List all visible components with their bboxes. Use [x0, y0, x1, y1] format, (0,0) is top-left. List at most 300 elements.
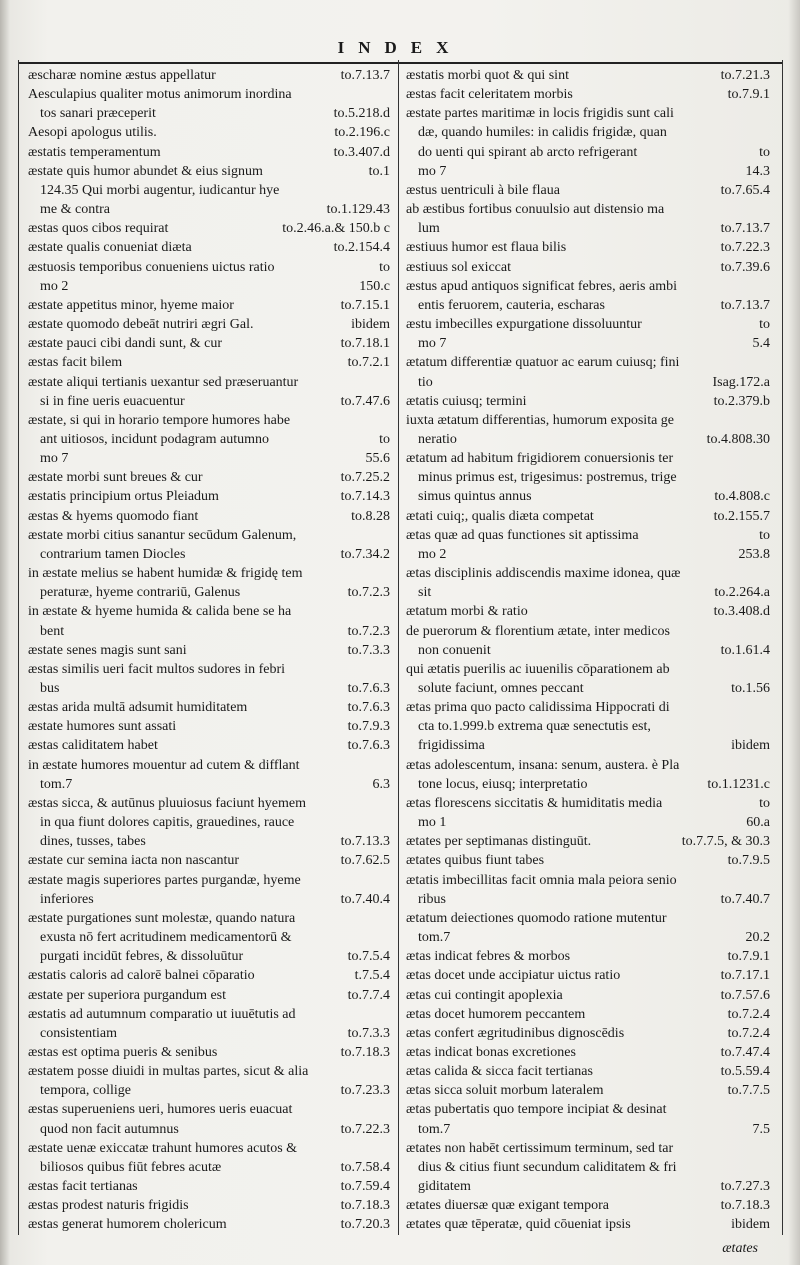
entry-reference: to.7.20.3 — [340, 1217, 390, 1233]
entry-text: æstas similis ueri facit multos sudores in febri — [28, 661, 286, 677]
index-entry — [406, 1024, 770, 1043]
entry-text: tom.7 — [418, 930, 451, 946]
entry-reference: Isag.172.a — [712, 374, 770, 390]
index-entry — [406, 1062, 770, 1081]
index-entry — [28, 1196, 390, 1215]
index-entry — [406, 104, 770, 123]
entry-text: mo 7 — [418, 163, 447, 179]
index-entry — [406, 219, 770, 238]
index-entry — [28, 736, 390, 755]
index-entry — [406, 507, 770, 526]
entry-reference: to.4.808.c — [714, 489, 770, 505]
index-entry — [28, 296, 390, 315]
entry-reference: to.7.2.1 — [347, 355, 390, 371]
index-entry — [28, 1100, 390, 1119]
index-entry — [406, 85, 770, 104]
entry-text: dæ, quando humiles: in calidis frigidæ, quan — [418, 125, 667, 141]
index-entry — [28, 334, 390, 353]
entry-reference: to.7.2.3 — [347, 585, 390, 601]
entry-text: æstatem posse diuidi in multas partes, sicut & alia — [28, 1064, 309, 1080]
index-entry — [28, 200, 390, 219]
entry-text: æstate, si qui in horario tempore humores habe — [28, 412, 291, 428]
entry-text: bus — [40, 681, 60, 696]
index-entry — [28, 583, 390, 602]
index-entry — [28, 1120, 390, 1139]
index-entry — [28, 1062, 390, 1081]
index-entry — [406, 123, 770, 142]
entry-reference: to.1.1231.c — [707, 776, 770, 792]
entry-reference: 5.4 — [752, 336, 770, 352]
entry-reference: to — [759, 795, 770, 811]
entry-reference: to.4.808.30 — [706, 431, 770, 447]
entry-text: æstatis morbi quot & qui sint — [406, 68, 569, 83]
index-entry — [406, 1005, 770, 1024]
index-entry — [28, 1215, 390, 1234]
entry-reference: to.7.13.3 — [340, 834, 390, 850]
entry-text: cta to.1.999.b extrema quæ senectutis est, — [418, 719, 651, 735]
entry-text: dius & citius fiunt secundum caliditatem & fri — [418, 1159, 677, 1175]
index-entry — [406, 468, 770, 487]
entry-text: ætas florescens siccitatis & humiditatis media — [406, 795, 663, 811]
entry-reference: to.7.65.4 — [720, 182, 770, 198]
entry-text: dines, tusses, tabes — [40, 834, 146, 850]
entry-text: in æstate & hyeme humida & calida bene se ha — [28, 604, 292, 620]
entry-reference: to.7.3.3 — [347, 642, 390, 658]
entry-text: ætates diuersæ quæ exigant tempora — [406, 1198, 609, 1214]
entry-reference: to.7.47.4 — [720, 1044, 770, 1060]
entry-text: æstate morbi citius sanantur secūdum Galenum, — [28, 527, 297, 543]
index-entry — [28, 315, 390, 334]
entry-reference: to.1 — [368, 163, 390, 179]
entry-reference: to.5.59.4 — [720, 1064, 770, 1080]
index-entry — [28, 238, 390, 257]
entry-text: minus primus est, trigesimus: postremus, trige — [418, 470, 677, 486]
index-entry — [28, 1177, 390, 1196]
entry-text: ætas docet humorem peccantem — [406, 1006, 586, 1022]
index-entry — [406, 66, 770, 85]
entry-text: ætas confert ægritudinibus dignoscēdis — [406, 1025, 625, 1041]
entry-text: æstas sicca, & autūnus pluuiosus faciunt hyemem — [28, 795, 307, 811]
index-entry — [28, 928, 390, 947]
index-entry — [406, 890, 770, 909]
entry-text: biliosos quibus fiūt febres acutæ — [40, 1159, 222, 1175]
entry-reference: 60.a — [746, 815, 770, 831]
entry-text: æstas quos cibos requirat — [28, 221, 169, 237]
entry-reference: to.7.22.3 — [340, 1121, 390, 1137]
index-entry — [406, 1100, 770, 1119]
index-entry — [28, 85, 390, 104]
entry-reference: t.7.5.4 — [354, 968, 390, 984]
column-rule-middle — [398, 60, 399, 1235]
entry-reference: to.7.15.1 — [340, 297, 390, 313]
entry-reference: 6.3 — [372, 776, 390, 792]
index-entry — [406, 775, 770, 794]
entry-text: Aesculapius qualiter motus animorum inordina — [28, 87, 292, 103]
index-entry — [406, 641, 770, 660]
index-entry — [406, 162, 770, 181]
entry-text: æstate aliqui tertianis uexantur sed præseruantur — [28, 374, 299, 390]
entry-reference: to.1.61.4 — [720, 642, 770, 658]
entry-text: æstas facit tertianas — [28, 1179, 138, 1195]
entry-text: æstatis caloris ad calorē balnei cōparatio — [28, 968, 255, 984]
entry-reference: to.3.407.d — [333, 144, 390, 160]
entry-reference: to — [379, 431, 390, 447]
entry-reference: to.7.40.4 — [340, 891, 390, 907]
entry-reference: 14.3 — [745, 163, 770, 179]
index-entry — [28, 104, 390, 123]
entry-reference: ibidem — [731, 1217, 770, 1233]
entry-text: bent — [40, 623, 65, 639]
entry-text: æstate per superiora purgandum est — [28, 987, 227, 1003]
entry-text: simus quintus annus — [418, 489, 532, 505]
index-entry — [406, 1081, 770, 1100]
index-entry — [406, 315, 770, 334]
column-rule-left — [18, 60, 19, 1235]
entry-reference: to.7.22.3 — [720, 240, 770, 256]
entry-text: æstatis ad autumnum comparatio ut iuuētutis ad — [28, 1006, 296, 1022]
entry-text: si in fine ueris euacuentur — [40, 393, 185, 409]
entry-text: tio — [418, 374, 433, 390]
entry-reference: 7.5 — [752, 1121, 770, 1137]
entry-text: qui ætatis puerilis ac iuuenilis cōparationem ab — [406, 661, 670, 677]
entry-text: entis feruorem, cauteria, escharas — [418, 297, 605, 313]
index-entry — [406, 449, 770, 468]
entry-reference: to.7.17.1 — [720, 968, 770, 984]
entry-reference: to.5.218.d — [333, 106, 390, 122]
entry-reference: to.7.13.7 — [720, 297, 770, 313]
entry-text: mo 1 — [418, 815, 447, 831]
index-entry — [406, 583, 770, 602]
index-entry — [28, 181, 390, 200]
index-entry — [28, 1139, 390, 1158]
entry-reference: 150.c — [359, 278, 390, 294]
index-entry — [406, 430, 770, 449]
entry-text: in æstate humores mouentur ad cutem & difflant — [28, 757, 300, 773]
entry-text: ætatis cuiusq; termini — [406, 393, 527, 409]
index-entry — [406, 334, 770, 353]
entry-reference: to.7.23.3 — [340, 1083, 390, 1099]
header-rule — [18, 62, 782, 64]
entry-text: purgati incidūt febres, & dissoluūtur — [40, 949, 244, 965]
entry-reference: to.7.18.3 — [720, 1198, 770, 1214]
index-entry — [28, 966, 390, 985]
index-entry — [28, 430, 390, 449]
page-header: INDEX — [337, 38, 463, 57]
index-entry — [28, 219, 390, 238]
index-entry — [406, 947, 770, 966]
entry-text: lum — [418, 221, 440, 237]
entry-text: peraturæ, hyeme contrariū, Galenus — [40, 585, 241, 601]
index-entry — [406, 1215, 770, 1234]
index-entry — [406, 392, 770, 411]
entry-text: æstate humores sunt assati — [28, 719, 177, 735]
entry-reference: to.7.6.3 — [347, 681, 390, 696]
entry-reference: to — [759, 527, 770, 543]
entry-text: solute faciunt, omnes peccant — [418, 681, 584, 696]
entry-reference: to.2.155.7 — [713, 508, 770, 524]
index-entry — [406, 871, 770, 890]
entry-text: ætas indicat bonas excretiones — [406, 1044, 576, 1060]
entry-reference: to.7.3.3 — [347, 1025, 390, 1041]
entry-text: neratio — [418, 431, 457, 447]
entry-text: tom.7 — [40, 776, 73, 792]
entry-reference: to — [759, 317, 770, 333]
index-entry — [406, 1139, 770, 1158]
entry-reference: to.7.6.3 — [347, 700, 390, 716]
index-entry — [28, 392, 390, 411]
index-entry — [28, 1043, 390, 1062]
entry-text: ribus — [418, 891, 446, 907]
index-entry — [406, 966, 770, 985]
entry-text: ætas indicat febres & morbos — [406, 949, 571, 965]
entry-text: ætas docet unde accipiatur uictus ratio — [406, 968, 621, 984]
entry-text: tone locus, eiusq; interpretatio — [418, 776, 588, 792]
entry-reference: to.7.18.3 — [340, 1044, 390, 1060]
entry-text: contrarium tamen Diocles — [40, 546, 186, 562]
entry-reference: to — [759, 144, 770, 160]
entry-reference: to.7.7.4 — [347, 987, 390, 1003]
entry-reference: to.2.379.b — [713, 393, 770, 409]
catchword: ætates — [722, 1241, 758, 1256]
entry-text: æstate uenæ exiccatæ trahunt humores acutos & — [28, 1140, 298, 1156]
index-entry — [28, 622, 390, 641]
entry-reference: to — [379, 259, 390, 275]
index-entry — [28, 813, 390, 832]
entry-text: consistentiam — [40, 1025, 117, 1041]
index-entry — [406, 660, 770, 679]
entry-reference: to.7.7.5, & 30.3 — [681, 834, 770, 850]
entry-text: iuxta ætatum differentias, humorum exposita ge — [406, 412, 675, 428]
entry-reference: to.2.196.c — [334, 125, 390, 141]
entry-text: æstus uentriculi à bile flaua — [406, 182, 560, 198]
index-entry — [406, 622, 770, 641]
index-entry — [28, 909, 390, 928]
entry-text: ætas disciplinis addiscendis maxime idonea, quæ — [406, 566, 681, 582]
entry-reference: to.7.25.2 — [340, 470, 390, 486]
entry-reference: to.7.2.4 — [727, 1006, 770, 1022]
entry-text: ætates non habēt certissimum terminum, sed tar — [406, 1140, 674, 1156]
index-entry — [28, 1081, 390, 1100]
entry-text: ætates quibus fiunt tabes — [406, 853, 545, 869]
index-entry — [28, 373, 390, 392]
entry-text: æstas est optima pueris & senibus — [28, 1044, 218, 1060]
entry-text: æstate magis superiores partes purgandæ, hyeme — [28, 872, 301, 888]
index-entry — [28, 468, 390, 487]
entry-reference: to.7.5.4 — [347, 949, 390, 965]
entry-text: ætas prima quo pacto calidissima Hippocrati di — [406, 700, 670, 716]
index-entry — [406, 851, 770, 870]
entry-text: æstate purgationes sunt molestæ, quando natura — [28, 910, 296, 926]
entry-reference: to.7.9.3 — [347, 719, 390, 735]
index-entry — [406, 698, 770, 717]
entry-text: æstas facit bilem — [28, 355, 123, 371]
index-entry — [28, 832, 390, 851]
entry-text: quod non facit autumnus — [40, 1121, 179, 1137]
entry-text: æstas arida multā adsumit humiditatem — [28, 700, 248, 716]
index-entry — [406, 1043, 770, 1062]
entry-reference: to.7.9.1 — [727, 949, 770, 965]
index-entry — [406, 373, 770, 392]
entry-reference: to.7.27.3 — [720, 1179, 770, 1195]
entry-text: æstate partes maritimæ in locis frigidis sunt cali — [406, 106, 674, 122]
entry-text: me & contra — [40, 202, 110, 218]
index-entry — [28, 871, 390, 890]
index-entry — [28, 258, 390, 277]
index-entry — [406, 353, 770, 372]
entry-text: giditatem — [418, 1179, 471, 1195]
index-entry — [406, 1177, 770, 1196]
index-entry — [28, 602, 390, 621]
index-entry — [28, 660, 390, 679]
entry-text: sit — [418, 585, 432, 601]
scan-shadow-right — [788, 0, 800, 1265]
entry-text: æstatis principium ortus Pleiadum — [28, 489, 219, 505]
index-entry — [406, 756, 770, 775]
entry-text: æstate qualis conueniat diæta — [28, 240, 192, 256]
entry-reference: to.7.13.7 — [340, 68, 390, 83]
entry-text: æstate senes magis sunt sani — [28, 642, 187, 658]
index-column-right — [406, 66, 770, 1235]
entry-reference: to.7.2.3 — [347, 623, 390, 639]
index-entry — [406, 1120, 770, 1139]
index-entry — [406, 679, 770, 698]
index-entry — [28, 641, 390, 660]
index-entry — [406, 277, 770, 296]
entry-text: æstiuus sol exiccat — [406, 259, 511, 275]
index-entry — [406, 545, 770, 564]
entry-text: æstas caliditatem habet — [28, 738, 158, 754]
entry-reference: to.7.2.4 — [727, 1025, 770, 1041]
entry-text: mo 7 — [418, 336, 447, 352]
index-entry — [28, 507, 390, 526]
index-entry — [406, 794, 770, 813]
index-entry — [28, 1005, 390, 1024]
entry-text: in qua fiunt dolores capitis, grauedines, rauce — [40, 815, 295, 831]
entry-text: æstate quis humor abundet & eius signum — [28, 163, 263, 179]
entry-reference: to.7.18.3 — [340, 1198, 390, 1214]
index-entry — [28, 66, 390, 85]
index-entry — [28, 487, 390, 506]
entry-text: ætas calida & sicca facit tertianas — [406, 1064, 593, 1080]
entry-reference: to.7.14.3 — [340, 489, 390, 505]
entry-text: ab æstibus fortibus conuulsio aut distensio ma — [406, 202, 665, 218]
index-entry — [28, 986, 390, 1005]
entry-text: ætas pubertatis quo tempore incipiat & desinat — [406, 1102, 667, 1118]
index-entry — [28, 794, 390, 813]
entry-reference: 253.8 — [738, 546, 770, 562]
entry-reference: to.7.7.5 — [727, 1083, 770, 1099]
entry-reference: to.7.34.2 — [340, 546, 390, 562]
index-entry — [28, 411, 390, 430]
entry-text: ætas quæ ad quas functiones sit aptissima — [406, 527, 639, 543]
entry-text: ætas cui contingit apoplexia — [406, 987, 563, 1003]
entry-text: in æstate melius se habent humidæ & frigidę tem — [28, 566, 303, 582]
entry-reference: to.7.9.1 — [727, 87, 770, 103]
index-entry — [28, 679, 390, 698]
index-entry — [28, 123, 390, 142]
index-entry — [406, 526, 770, 545]
entry-reference: to.7.21.3 — [720, 68, 770, 83]
entry-text: ant uitiosos, incidunt podagram autumno — [40, 431, 270, 447]
entry-reference: to.7.39.6 — [720, 259, 770, 275]
entry-text: æstate appetitus minor, hyeme maior — [28, 297, 234, 313]
index-entry — [28, 698, 390, 717]
entry-text: 124.35 Qui morbi augentur, iudicantur hye — [40, 182, 280, 198]
entry-reference: to.7.40.7 — [720, 891, 770, 907]
index-entry — [406, 1158, 770, 1177]
entry-reference: to.1.56 — [731, 681, 770, 696]
entry-text: ætatum deiectiones quomodo ratione mutentur — [406, 910, 667, 926]
entry-reference: to.7.47.6 — [340, 393, 390, 409]
index-entry — [28, 1024, 390, 1043]
scan-shadow-left — [0, 0, 10, 1265]
entry-text: æstas generat humorem cholericum — [28, 1217, 227, 1233]
entry-text: æstas facit celeritatem morbis — [406, 87, 573, 103]
entry-text: ætati cuiq;, qualis diæta competat — [406, 508, 594, 524]
index-entry — [406, 238, 770, 257]
index-column-left — [28, 66, 390, 1235]
entry-reference: to.1.129.43 — [326, 202, 390, 218]
entry-text: æstate pauci cibi dandi sunt, & cur — [28, 336, 223, 352]
index-entry — [28, 851, 390, 870]
entry-reference: to.2.264.a — [714, 585, 770, 601]
entry-reference: to.7.9.5 — [727, 853, 770, 869]
index-entry — [28, 756, 390, 775]
entry-text: mo 2 — [418, 546, 447, 562]
entry-reference: to.3.408.d — [713, 604, 770, 620]
entry-reference: to.2.46.a.& 150.b c — [282, 221, 390, 237]
entry-text: ætatis imbecillitas facit omnia mala peiora senio — [406, 872, 677, 888]
index-entry — [406, 986, 770, 1005]
index-entry — [406, 928, 770, 947]
entry-text: exusta nō fert acritudinem medicamentorū & — [40, 930, 292, 946]
column-rule-right — [782, 60, 783, 1235]
index-entry — [28, 1158, 390, 1177]
entry-text: ætas adolescentum, insana: senum, austera. è Pla — [406, 757, 680, 773]
entry-text: ætas sicca soluit morbum lateralem — [406, 1083, 604, 1099]
index-entry — [28, 143, 390, 162]
entry-text: ætates quæ tēperatæ, quid cōueniat ipsis — [406, 1217, 631, 1233]
entry-reference: ibidem — [351, 317, 390, 333]
entry-reference: 55.6 — [365, 451, 390, 467]
entry-text: de puerorum & florentium ætate, inter medicos — [406, 623, 670, 639]
entry-text: tempora, collige — [40, 1083, 131, 1099]
entry-text: æscharæ nomine æstus appellatur — [28, 68, 216, 83]
index-entry — [28, 890, 390, 909]
entry-text: frigidissima — [418, 738, 485, 754]
entry-text: æstas & hyems quomodo fiant — [28, 508, 199, 524]
index-entry — [406, 258, 770, 277]
index-entry — [406, 296, 770, 315]
index-entry — [406, 564, 770, 583]
index-entry — [28, 775, 390, 794]
entry-reference: ibidem — [731, 738, 770, 754]
entry-text: æstus apud antiquos significat febres, aeris ambi — [406, 278, 677, 294]
index-entry — [406, 909, 770, 928]
index-entry — [28, 526, 390, 545]
index-entry — [28, 545, 390, 564]
entry-text: ætates per septimanas distinguūt. — [406, 834, 592, 850]
entry-text: æstate morbi sunt breues & cur — [28, 470, 203, 486]
entry-text: æstuosis temporibus conueniens uictus ratio — [28, 259, 275, 275]
entry-text: æstas prodest naturis frigidis — [28, 1198, 189, 1214]
index-entry — [406, 181, 770, 200]
index-entry — [406, 717, 770, 736]
entry-reference: to.7.6.3 — [347, 738, 390, 754]
entry-reference: to.7.62.5 — [340, 853, 390, 869]
entry-text: tom.7 — [418, 1121, 451, 1137]
entry-text: æstate cur semina iacta non nascantur — [28, 853, 240, 869]
